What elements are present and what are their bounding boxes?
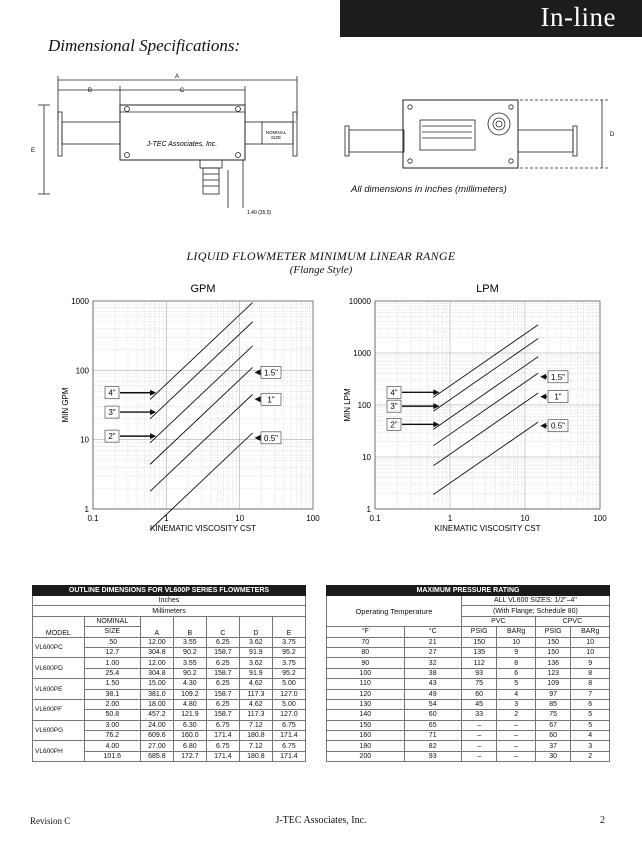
table-cell: 2 xyxy=(571,751,610,761)
table-cell: 381.0 xyxy=(140,689,173,699)
table-cell: 6.25 xyxy=(206,699,239,709)
col-c: C xyxy=(206,616,239,637)
table-cell: 43 xyxy=(404,679,461,689)
range-title: LIQUID FLOWMETER MINIMUM LINEAR RANGE xyxy=(186,249,456,263)
table-cell: 10 xyxy=(497,637,535,647)
table-cell: 2 xyxy=(497,710,535,720)
y-tick-label: 10000 xyxy=(348,297,371,306)
dim-label-e: E xyxy=(30,148,36,154)
x-tick-label: 0.1 xyxy=(87,514,99,523)
table-row xyxy=(33,720,306,730)
table-cell: 3.75 xyxy=(272,637,305,647)
table-cell: 90.2 xyxy=(173,647,206,657)
pressure-table-caption: MAXIMUM PRESSURE RATING xyxy=(327,586,610,596)
table-cell: – xyxy=(497,720,535,730)
table-cell: 685.8 xyxy=(140,751,173,761)
table-cell: 109 xyxy=(535,679,571,689)
table-cell: 4.30 xyxy=(173,679,206,689)
x-tick-label: 100 xyxy=(306,514,320,523)
table-cell: 304.8 xyxy=(140,668,173,678)
arrow-head xyxy=(255,435,261,441)
table-cell: 54 xyxy=(404,699,461,709)
table-cell: 60 xyxy=(404,710,461,720)
y-tick-label: 10 xyxy=(362,453,371,462)
table-cell: 21 xyxy=(404,637,461,647)
table-cell: 150 xyxy=(535,647,571,657)
col-cpvc-barg: BARg xyxy=(571,627,610,637)
table-cell: 9 xyxy=(497,647,535,657)
table-cell: 160.0 xyxy=(173,731,206,741)
table-cell: 33 xyxy=(461,710,497,720)
table-cell: 3.55 xyxy=(173,637,206,647)
table-cell: 5.00 xyxy=(272,679,305,689)
x-tick-label: 10 xyxy=(235,514,245,523)
x-axis-label: KINEMATIC VISCOSITY CST xyxy=(150,524,256,533)
size-label: 2" xyxy=(390,420,398,430)
table-cell: 101.6 xyxy=(84,751,140,761)
table-cell: 8 xyxy=(571,668,610,678)
size-label: 2" xyxy=(108,432,116,442)
size-label: SIZE xyxy=(270,135,282,140)
table-cell: 135 xyxy=(461,647,497,657)
size-label: 3" xyxy=(108,408,116,418)
table-cell: 5 xyxy=(571,720,610,730)
table-cell: – xyxy=(497,751,535,761)
table-cell: 6 xyxy=(571,699,610,709)
pressure-rating-table xyxy=(326,585,610,762)
page-title: In-line xyxy=(540,2,616,32)
table-cell: 150 xyxy=(461,637,497,647)
y-axis-label: MIN LPM xyxy=(343,388,352,422)
table-cell: 3 xyxy=(571,741,610,751)
dim-label-b: B xyxy=(87,88,93,94)
dim-label-c: C xyxy=(179,88,185,94)
dimension-note: All dimensions in inches (millimeters) xyxy=(351,184,507,195)
col-nominal-size: SIZE xyxy=(84,627,140,637)
flange-note: (With Flange; Schedule 80) xyxy=(461,606,609,616)
table-cell: 171.4 xyxy=(272,731,305,741)
table-cell: 158.7 xyxy=(206,668,239,678)
table-cell: 158.7 xyxy=(206,689,239,699)
arrow-head xyxy=(433,389,439,395)
size-label: 3" xyxy=(390,402,398,412)
table-cell: 304.8 xyxy=(140,647,173,657)
cpvc-header: CPVC xyxy=(535,616,609,626)
table-cell: 180.8 xyxy=(239,731,272,741)
series-line xyxy=(433,373,538,446)
arrow-head xyxy=(433,421,439,427)
table-cell: 90.2 xyxy=(173,668,206,678)
table-cell: 4 xyxy=(497,689,535,699)
table-cell: 1.50 xyxy=(84,679,140,689)
table-cell: 25.4 xyxy=(84,668,140,678)
col-e: E xyxy=(272,616,305,637)
x-tick-label: 0.1 xyxy=(369,514,381,523)
table-cell: 150 xyxy=(327,720,405,730)
table-cell: 24.00 xyxy=(140,720,173,730)
model-cell: VL600PD xyxy=(33,658,85,679)
col-b: B xyxy=(173,616,206,637)
table-cell: 109.2 xyxy=(173,689,206,699)
table-cell: 4.80 xyxy=(173,699,206,709)
unit-mm: Millimeters xyxy=(33,606,306,616)
size-label: 1.5" xyxy=(264,368,278,378)
table-cell: – xyxy=(497,731,535,741)
x-axis-label: KINEMATIC VISCOSITY CST xyxy=(434,524,541,533)
table-cell: 112 xyxy=(461,658,497,668)
table-cell: 171.4 xyxy=(272,751,305,761)
table-cell: 117.3 xyxy=(239,710,272,720)
arrow-head xyxy=(255,396,261,402)
size-label: 4" xyxy=(390,388,398,398)
table-cell: 76.2 xyxy=(84,731,140,741)
table-row xyxy=(327,689,610,699)
col-d: D xyxy=(239,616,272,637)
table-row xyxy=(327,751,610,761)
table-cell: 130 xyxy=(327,699,405,709)
table-cell: – xyxy=(461,720,497,730)
table-cell: 85 xyxy=(535,699,571,709)
lpm-chart xyxy=(312,278,622,534)
table-cell: 5 xyxy=(497,679,535,689)
table-cell: 10 xyxy=(571,637,610,647)
chart-title: LPM xyxy=(476,283,499,295)
table-row xyxy=(327,710,610,720)
all-sizes-header: ALL VL600 SIZES: 1/2"–4" xyxy=(461,596,609,606)
table-cell: 49 xyxy=(404,689,461,699)
table-cell: 27 xyxy=(404,647,461,657)
table-cell: 3.62 xyxy=(239,658,272,668)
table-cell: 95.2 xyxy=(272,668,305,678)
x-tick-label: 1 xyxy=(164,514,169,523)
table-cell: 95.2 xyxy=(272,647,305,657)
table-cell: 1.00 xyxy=(84,658,140,668)
y-tick-label: 100 xyxy=(357,401,371,410)
footer-company: J-TEC Associates, Inc. xyxy=(275,815,367,826)
table-row xyxy=(33,699,306,709)
table-cell: 6.75 xyxy=(206,720,239,730)
table-row xyxy=(327,720,610,730)
table-cell: 123 xyxy=(535,668,571,678)
col-nominal: NOMINAL xyxy=(84,616,140,626)
range-subtitle: (Flange Style) xyxy=(289,264,353,276)
table-cell: 140 xyxy=(327,710,405,720)
table-cell: 91.9 xyxy=(239,668,272,678)
table-cell: 4 xyxy=(571,731,610,741)
col-c: °C xyxy=(404,627,461,637)
table-cell: 75 xyxy=(535,710,571,720)
table-cell: 136 xyxy=(535,658,571,668)
table-row xyxy=(33,637,306,647)
table-cell: 12.00 xyxy=(140,658,173,668)
table-cell: 93 xyxy=(461,668,497,678)
table-cell: 75 xyxy=(461,679,497,689)
table-cell: 171.4 xyxy=(206,751,239,761)
table-cell: – xyxy=(461,731,497,741)
table-cell: 6.25 xyxy=(206,637,239,647)
model-cell: VL600PC xyxy=(33,637,85,658)
table-cell: 50.8 xyxy=(84,710,140,720)
table-cell: 117.3 xyxy=(239,689,272,699)
table-cell: 18.00 xyxy=(140,699,173,709)
table-cell: 15.00 xyxy=(140,679,173,689)
size-label: 4" xyxy=(108,388,116,398)
table-cell: – xyxy=(461,751,497,761)
table-cell: 127.0 xyxy=(272,689,305,699)
table-cell: 60 xyxy=(461,689,497,699)
table-cell: 12.7 xyxy=(84,647,140,657)
arrow-head xyxy=(540,423,546,429)
table-cell: 160 xyxy=(327,731,405,741)
size-label: 1" xyxy=(267,395,275,405)
model-cell: VL600PH xyxy=(33,741,85,762)
model-cell: VL600PE xyxy=(33,679,85,700)
x-tick-label: 1 xyxy=(447,514,453,523)
table-cell: 6.75 xyxy=(272,741,305,751)
y-tick-label: 1 xyxy=(366,505,371,514)
footer-revision: Revision C xyxy=(30,816,71,826)
table-cell: 71 xyxy=(404,731,461,741)
table-cell: 5 xyxy=(571,710,610,720)
table-row xyxy=(327,731,610,741)
table-cell: 37 xyxy=(535,741,571,751)
table-row xyxy=(327,741,610,751)
table-cell: 609.6 xyxy=(140,731,173,741)
col-cpvc-psig: PSIG xyxy=(535,627,571,637)
dim-label-d: D xyxy=(609,132,615,138)
table-cell: 45 xyxy=(461,699,497,709)
table-cell: 7.12 xyxy=(239,741,272,751)
col-a: A xyxy=(140,616,173,637)
table-row xyxy=(33,658,306,668)
table-cell: 60 xyxy=(535,731,571,741)
table-cell: 90 xyxy=(327,658,405,668)
table-cell: 91.9 xyxy=(239,647,272,657)
outline-dimensions-table xyxy=(32,585,306,762)
table-cell: 158.7 xyxy=(206,710,239,720)
table-cell: 158.7 xyxy=(206,647,239,657)
table-cell: 2.00 xyxy=(84,699,140,709)
table-row xyxy=(33,679,306,689)
model-cell: VL600PF xyxy=(33,699,85,720)
table-cell: 6 xyxy=(497,668,535,678)
table-cell: 150 xyxy=(535,637,571,647)
arrow-head xyxy=(540,394,546,400)
table-cell: 9 xyxy=(571,658,610,668)
page-number: 2 xyxy=(600,815,605,826)
table-cell: 6.75 xyxy=(206,741,239,751)
table-cell: 30 xyxy=(535,751,571,761)
table-cell: 8 xyxy=(497,658,535,668)
table-cell: 93 xyxy=(404,751,461,761)
table-cell: 65 xyxy=(404,720,461,730)
table-cell: 3.55 xyxy=(173,658,206,668)
dimension-drawing xyxy=(0,60,642,220)
table-cell: 6.30 xyxy=(173,720,206,730)
table-cell: 6.75 xyxy=(272,720,305,730)
table-cell: 4.62 xyxy=(239,679,272,689)
col-f: °F xyxy=(327,627,405,637)
table-cell: 180.8 xyxy=(239,751,272,761)
table-cell: 171.4 xyxy=(206,731,239,741)
table-cell: 6.25 xyxy=(206,658,239,668)
table-cell: 6.80 xyxy=(173,741,206,751)
col-pvc-barg: BARg xyxy=(497,627,535,637)
size-label: 1" xyxy=(554,392,562,402)
table-cell: 6.25 xyxy=(206,679,239,689)
table-row xyxy=(327,679,610,689)
model-cell: VL600PG xyxy=(33,720,85,741)
y-tick-label: 100 xyxy=(75,366,89,376)
table-cell: 200 xyxy=(327,751,405,761)
dim-label-a: A xyxy=(174,74,180,80)
col-model: MODEL xyxy=(33,616,85,637)
table-cell: 457.2 xyxy=(140,710,173,720)
table-row xyxy=(33,741,306,751)
table-cell: 80 xyxy=(327,647,405,657)
table-cell: 27.00 xyxy=(140,741,173,751)
table-cell: 100 xyxy=(327,668,405,678)
pvc-header: PVC xyxy=(461,616,535,626)
chart-title: GPM xyxy=(190,283,216,295)
x-tick-label: 10 xyxy=(520,514,530,523)
table-cell: 4.62 xyxy=(239,699,272,709)
table-cell: 180 xyxy=(327,741,405,751)
outline-table-caption: OUTLINE DIMENSIONS FOR VL600P SERIES FLOWMETERS xyxy=(33,586,306,596)
series-line xyxy=(150,346,253,443)
gpm-chart xyxy=(30,278,330,534)
table-cell: – xyxy=(497,741,535,751)
table-row xyxy=(327,699,610,709)
section-title: Dimensional Specifications: xyxy=(48,36,241,55)
table-row xyxy=(327,658,610,668)
table-cell: 10 xyxy=(571,647,610,657)
bottom-dim-label: 1.40 (35.5) xyxy=(247,210,272,216)
table-cell: 8 xyxy=(571,679,610,689)
unit-inches: Inches xyxy=(33,596,306,606)
table-cell: 38.1 xyxy=(84,689,140,699)
arrow-head xyxy=(540,374,546,380)
table-cell: 120 xyxy=(327,689,405,699)
x-tick-label: 100 xyxy=(593,514,607,523)
table-cell: 97 xyxy=(535,689,571,699)
table-cell: 121.9 xyxy=(173,710,206,720)
table-cell: .50 xyxy=(84,637,140,647)
brand-label: J-TEC Associates, Inc. xyxy=(146,141,218,148)
y-axis-label: MIN GPM xyxy=(61,387,70,423)
table-cell: 110 xyxy=(327,679,405,689)
table-cell: – xyxy=(461,741,497,751)
y-tick-label: 1000 xyxy=(353,349,371,358)
arrow-head xyxy=(433,403,439,409)
size-label: 0.5" xyxy=(264,433,278,443)
operating-temp-header: Operating Temperature xyxy=(327,596,462,627)
table-cell: 3.62 xyxy=(239,637,272,647)
y-tick-label: 10 xyxy=(80,435,89,445)
y-tick-label: 1 xyxy=(84,505,89,514)
table-cell: 7.12 xyxy=(239,720,272,730)
nominal-label: NOMINAL xyxy=(265,130,287,135)
table-cell: 3.00 xyxy=(84,720,140,730)
table-cell: 3 xyxy=(497,699,535,709)
y-tick-label: 1000 xyxy=(71,297,89,306)
size-label: 0.5" xyxy=(551,421,565,431)
table-cell: 38 xyxy=(404,668,461,678)
table-row xyxy=(327,647,610,657)
table-cell: 7 xyxy=(571,689,610,699)
size-label: 1.5" xyxy=(551,372,565,382)
table-cell: 67 xyxy=(535,720,571,730)
table-cell: 12.00 xyxy=(140,637,173,647)
table-cell: 70 xyxy=(327,637,405,647)
table-cell: 3.75 xyxy=(272,658,305,668)
table-row xyxy=(327,668,610,678)
col-pvc-psig: PSIG xyxy=(461,627,497,637)
table-cell: 127.0 xyxy=(272,710,305,720)
table-cell: 5.00 xyxy=(272,699,305,709)
table-row xyxy=(327,637,610,647)
table-cell: 172.7 xyxy=(173,751,206,761)
table-cell: 32 xyxy=(404,658,461,668)
table-cell: 82 xyxy=(404,741,461,751)
table-cell: 4.00 xyxy=(84,741,140,751)
